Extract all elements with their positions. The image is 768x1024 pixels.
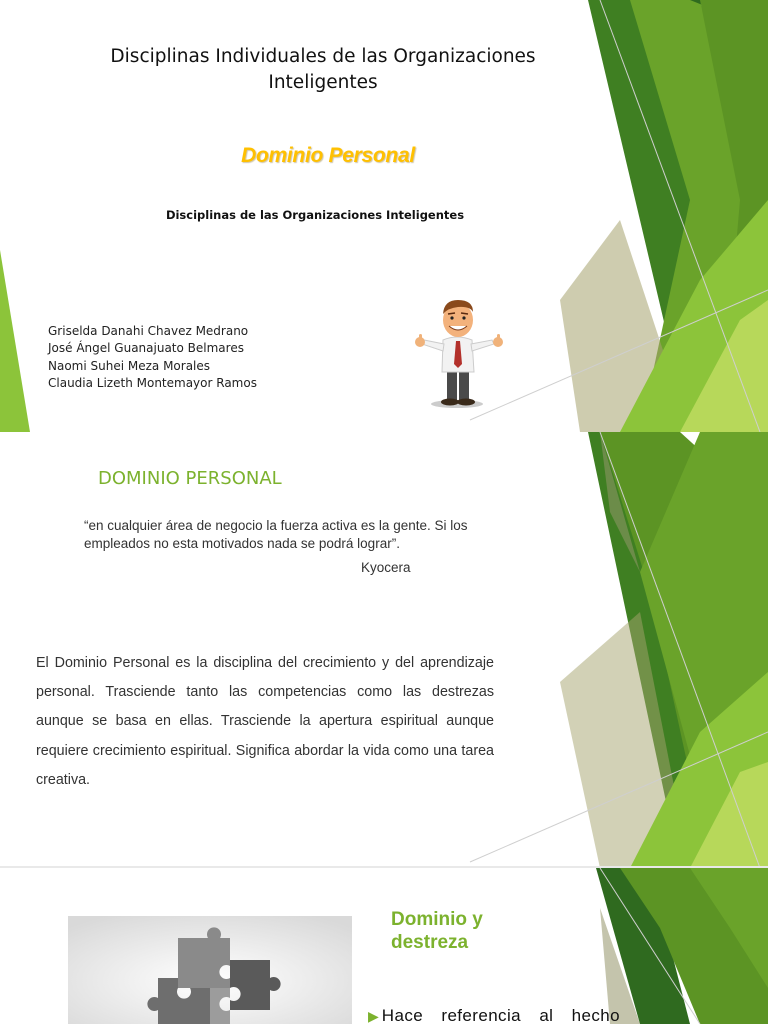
presentation-tagline: Disciplinas de las Organizaciones Inteligentes	[165, 208, 465, 222]
author-name: Griselda Danahi Chavez Medrano	[48, 324, 249, 338]
quote-author: Kyocera	[361, 560, 411, 575]
bullet-text: Hace referencia al hecho	[381, 1006, 620, 1024]
slide-dominio-personal	[0, 432, 768, 868]
author-name: José Ángel Guanajuato Belmares	[48, 341, 244, 356]
slide-title	[0, 0, 768, 432]
thumbs-up-businessman-illustration	[410, 296, 510, 410]
bullet-item	[368, 1006, 620, 1024]
puzzle-pieces-image	[68, 916, 352, 1024]
authors-list	[48, 323, 257, 392]
presentation-title: Disciplinas Individuales de las Organizaciones Inteligentes	[110, 46, 536, 93]
body-paragraph: El Dominio Personal es la disciplina del crecimiento y del aprendizaje personal. Trasciende tanto las competencias como las destrezas aunque se basa en ellas. Trasciende la apertura espiritual aunque requiere crecimiento espiritual. Significa abordar la vida como una tarea creativa.	[36, 655, 494, 788]
slide-heading: Dominio y destreza	[391, 909, 483, 953]
author-name: Naomi Suhei Meza Morales	[48, 358, 211, 373]
quote-text: “en cualquier área de negocio la fuerza activa es la gente. Si los empleados no esta motivados nada se podrá lograr”.	[84, 518, 468, 551]
presentation-subtitle: Dominio Personal	[241, 144, 415, 167]
bullet-arrow-icon: ▶	[368, 1008, 379, 1024]
slide-dominio-destreza	[0, 868, 768, 1024]
slide-heading: DOMINIO PERSONAL	[98, 468, 282, 489]
author-name: Claudia Lizeth Montemayor Ramos	[48, 375, 257, 390]
